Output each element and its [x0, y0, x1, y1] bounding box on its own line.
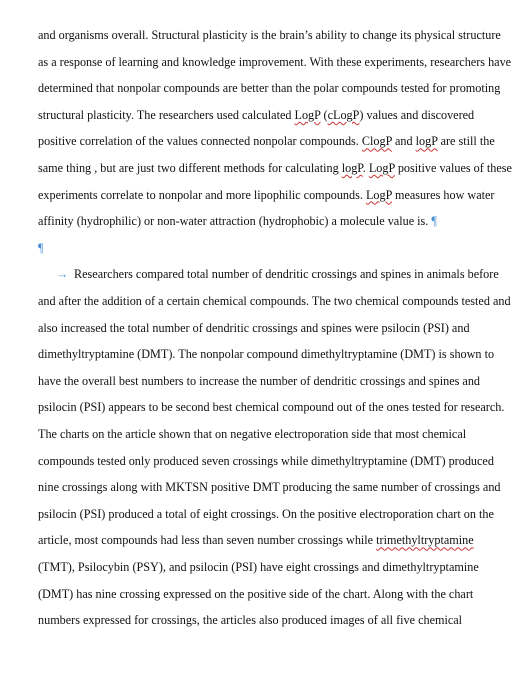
text-run: psilocin (PSI) appears to be second best chemical compound out of the ones tested for research.	[38, 400, 505, 415]
text-line	[38, 480, 508, 494]
text-line	[38, 108, 508, 122]
text-run: experiments correlate to nonpolar and more lipophilic compounds.	[38, 187, 366, 202]
text-run: ) values and discovered	[359, 107, 475, 122]
text-run: numbers expressed for crossings, the articles also produced images of all five chemical	[38, 613, 463, 628]
text-run: same thing , but are just two different methods for calculating	[38, 161, 342, 175]
spellcheck-word: LogP	[294, 107, 321, 122]
text-run: compounds tested only produced seven crossings while dimethyltryptamine (DMT) produced	[38, 453, 494, 468]
text-line	[38, 374, 508, 388]
text-line	[38, 134, 508, 148]
text-run: (DMT) has nine crossing expressed on the positive side of the chart. Along with the chart	[38, 586, 474, 601]
text-line	[38, 294, 511, 308]
pilcrow-icon: ¶	[431, 214, 437, 229]
text-run: as a response of learning and knowledge improvement. With these experiments, researchers have	[38, 54, 512, 69]
text-line	[38, 454, 508, 468]
text-line	[38, 427, 508, 441]
text-run: and after the addition of a certain chemical compounds. The two chemical compounds tested and	[38, 294, 511, 308]
spellcheck-word: cLogP	[327, 107, 360, 122]
text-line	[38, 28, 508, 42]
text-run: structural plasticity. The researchers used calculated	[38, 107, 295, 122]
text-run: (	[320, 107, 328, 122]
spellcheck-word: LogP	[365, 187, 392, 202]
text-run: and organisms overall. Structural plasticity is the brain’s ability to change its physical structure	[38, 28, 501, 42]
text-line	[38, 188, 508, 202]
text-run: article, most compounds had less than seven number crossings while	[38, 533, 377, 548]
text-line	[38, 560, 508, 574]
spellcheck-word: logP	[341, 161, 363, 175]
text-run: are still the	[437, 134, 495, 149]
text-line	[38, 321, 508, 335]
text-line	[38, 400, 508, 414]
text-run: Researchers compared total number of dendritic crossings and spines in animals before	[74, 267, 499, 282]
text-line	[38, 81, 508, 95]
text-line	[38, 161, 512, 175]
spellcheck-word: LogP	[368, 161, 395, 175]
spellcheck-word: ClogP	[361, 134, 392, 149]
text-line	[38, 587, 508, 601]
text-run: psilocin (PSI) produced a total of eight crossings. On the positive electroporation chart on the	[38, 506, 494, 521]
text-run: (TMT), Psilocybin (PSY), and psilocin (PSI) have eight crossings and dimethyltryptamine	[38, 560, 479, 574]
text-line	[38, 54, 512, 69]
text-run: affinity (hydrophilic) or non-water attraction (hydrophobic) a molecule value is.	[38, 214, 432, 229]
text-run: and	[391, 134, 416, 149]
text-run: The charts on the article shown that on negative electroporation side that most chemical	[38, 427, 467, 441]
text-run: .	[362, 161, 369, 175]
text-line	[38, 267, 508, 281]
text-run: positive correlation of the values connected nonpolar compounds.	[38, 134, 362, 149]
tab-arrow-icon: →	[56, 267, 69, 282]
spellcheck-word: trimethyltryptamine	[376, 533, 474, 548]
text-line	[38, 507, 508, 521]
text-run: determined that nonpolar compounds are better than the polar compounds tested for promoting	[38, 81, 501, 96]
text-run: nine crossings along with MKTSN positive DMT producing the same number of crossings and	[38, 480, 501, 495]
text-run: have the overall best numbers to increase the number of dendritic crossings and spines and	[38, 373, 481, 388]
text-line	[38, 613, 508, 627]
text-run: positive values of these	[394, 161, 512, 175]
text-line	[38, 347, 508, 361]
text-run: also increased the total number of dendritic crossings and spines were psilocin (PSI) and	[38, 320, 470, 335]
spellcheck-word: logP	[415, 134, 438, 149]
text-line	[38, 533, 508, 547]
text-run: dimethyltryptamine (DMT). The nonpolar compound dimethyltryptamine (DMT) is shown to	[38, 347, 495, 362]
text-line	[38, 214, 508, 228]
text-run: measures how water	[391, 187, 495, 202]
empty-paragraph-mark: ¶	[38, 240, 44, 255]
